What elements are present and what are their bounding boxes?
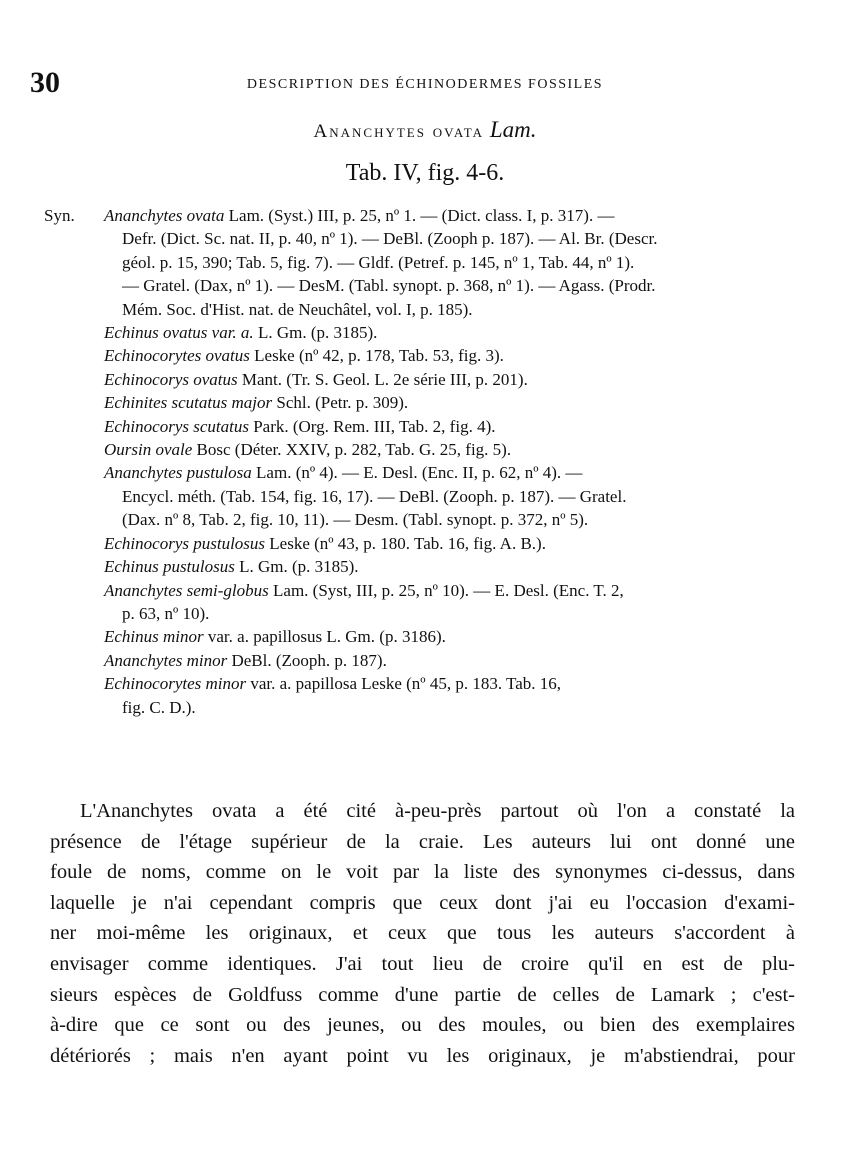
paragraph-line: ner moi-même les originaux, et ceux que tous les auteurs s'accordent à (50, 922, 795, 945)
species-heading (0, 118, 850, 144)
synonymy-label: Syn. (44, 206, 75, 225)
citation-text: Defr. (Dict. Sc. nat. II, p. 40, nº 1). — DeBl. (Zooph p. 187). — Al. Br. (Descr. (122, 229, 658, 249)
taxon-name: Echinocorys scutatus (104, 416, 249, 436)
citation-text: Bosc (Déter. XXIV, p. 282, Tab. G. 25, fig. 5). (192, 440, 512, 460)
citation-text: géol. p. 15, 390; Tab. 5, fig. 7). — Gldf. (Petref. p. 145, nº 1, Tab. 44, nº 1). (122, 252, 635, 272)
taxon-name: Ananchytes minor (104, 650, 228, 670)
taxon-name: Echinocorytes minor (104, 674, 247, 694)
running-title: DESCRIPTION DES ÉCHINODERMES FOSSILES (246, 77, 604, 92)
synonymy-entry (44, 227, 804, 250)
citation-text: Mém. Soc. d'Hist. nat. de Neuchâtel, vol. I, p. 185). (122, 299, 473, 319)
taxon-name: Echinocorytes ovatus (104, 346, 250, 366)
citation-text: — Gratel. (Dax, nº 1). — DesM. (Tabl. synopt. p. 368, nº 1). — Agass. (Prodr. (122, 276, 656, 296)
synonymy-entry (44, 415, 804, 438)
synonymy-entry (44, 649, 804, 672)
taxon-name: Ananchytes pustulosa (104, 463, 252, 483)
citation-text: DeBl. (Zooph. p. 187). (227, 650, 387, 670)
synonymy-entry (44, 391, 804, 414)
paragraph-line: présence de l'étage supérieur de la craie. Les auteurs lui ont donné une (50, 830, 795, 853)
taxon-name: Echinocorys pustulosus (104, 533, 266, 553)
synonymy-entry (44, 321, 804, 344)
citation-text: Lam. (Syst.) III, p. 25, nº 1. — (Dict. class. I, p. 317). — (224, 206, 615, 225)
synonymy-entry (44, 579, 804, 602)
citation-text: Schl. (Petr. p. 309). (272, 393, 409, 413)
taxon-name: Echinus ovatus var. a. (104, 323, 254, 343)
page-number: 30 (30, 66, 60, 99)
paragraph-line: envisager comme identiques. J'ai tout lieu de croire qu'il en est de plu- (50, 952, 795, 975)
synonymy-entry (44, 251, 804, 274)
paragraph-line: foule de noms, comme on le voit par la liste des synonymes ci-dessus, dans (50, 861, 795, 884)
taxon-name: Oursin ovale (104, 440, 193, 460)
synonymy-list (44, 204, 804, 719)
citation-text: (Dax. nº 8, Tab. 2, fig. 10, 11). — Desm. (Tabl. synopt. p. 372, nº 5). (122, 510, 589, 530)
synonymy-entry (44, 438, 804, 461)
synonymy-entry (44, 344, 804, 367)
taxon-name: Echinites scutatus major (104, 393, 273, 413)
citation-text: var. a. papillosa Leske (nº 45, p. 183. Tab. 16, (246, 674, 562, 694)
synonymy-entry (44, 696, 804, 719)
synonymy-entry (44, 204, 804, 227)
citation-text: Mant. (Tr. S. Geol. L. 2e série III, p. 201). (237, 369, 528, 389)
citation-text: Lam. (Syst, III, p. 25, nº 10). — E. Desl. (Enc. T. 2, (268, 580, 624, 600)
paragraph-line: à-dire que ce sont ou des jeunes, ou des moules, ou bien des exemplaires (50, 1014, 795, 1037)
synonymy-entry (44, 532, 804, 555)
species-author: Lam. (489, 117, 537, 142)
citation-text: Park. (Org. Rem. III, Tab. 2, fig. 4). (248, 416, 496, 436)
synonymy-entry (44, 485, 804, 508)
taxon-name: Echinus minor (104, 627, 204, 647)
synonymy-entry (44, 368, 804, 391)
paragraph-line: sieurs espèces de Goldfuss comme d'une partie de celles de Lamark ; c'est- (50, 983, 795, 1006)
citation-text: Encycl. méth. (Tab. 154, fig. 16, 17). — DeBl. (Zooph. p. 187). — Gratel. (122, 486, 627, 506)
synonymy-entry (44, 672, 804, 695)
synonymy-entry (44, 508, 804, 531)
plate-reference: Tab. IV, fig. 4-6. (345, 160, 505, 186)
synonymy-entry (44, 298, 804, 321)
body-paragraph (50, 796, 795, 1071)
citation-text: L. Gm. (p. 3185). (234, 557, 359, 577)
synonymy-entry (44, 625, 804, 648)
taxon-name: Ananchytes semi-globus (104, 580, 269, 600)
citation-text: fig. C. D.). (122, 697, 196, 717)
citation-text: Leske (nº 43, p. 180. Tab. 16, fig. A. B.). (265, 533, 546, 553)
paragraph-line: L'Ananchytes ovata a été cité à-peu-près partout où l'on a constaté la (80, 800, 795, 822)
paragraph-line: laquelle je n'ai cependant compris que ceux dont j'ai eu l'occasion d'exami- (50, 891, 795, 914)
species-name: Ananchytes ovata (313, 121, 485, 142)
citation-text: p. 63, nº 10). (122, 603, 210, 623)
paragraph-line: détériorés ; mais n'en ayant point vu les originaux, je m'abstiendrai, pour (50, 1044, 795, 1067)
taxon-name: Echinocorys ovatus (104, 369, 238, 389)
citation-text: Lam. (nº 4). — E. Desl. (Enc. II, p. 62, nº 4). — (251, 463, 583, 483)
taxon-name: Ananchytes ovata (104, 206, 225, 225)
citation-text: var. a. papillosus L. Gm. (p. 3186). (203, 627, 446, 647)
taxon-name: Echinus pustulosus (104, 557, 235, 577)
synonymy-entry (44, 602, 804, 625)
citation-text: L. Gm. (p. 3185). (253, 323, 378, 343)
synonymy-entry (44, 274, 804, 297)
citation-text: Leske (nº 42, p. 178, Tab. 53, fig. 3). (249, 346, 504, 366)
synonymy-entry (44, 461, 804, 484)
synonymy-entry (44, 555, 804, 578)
